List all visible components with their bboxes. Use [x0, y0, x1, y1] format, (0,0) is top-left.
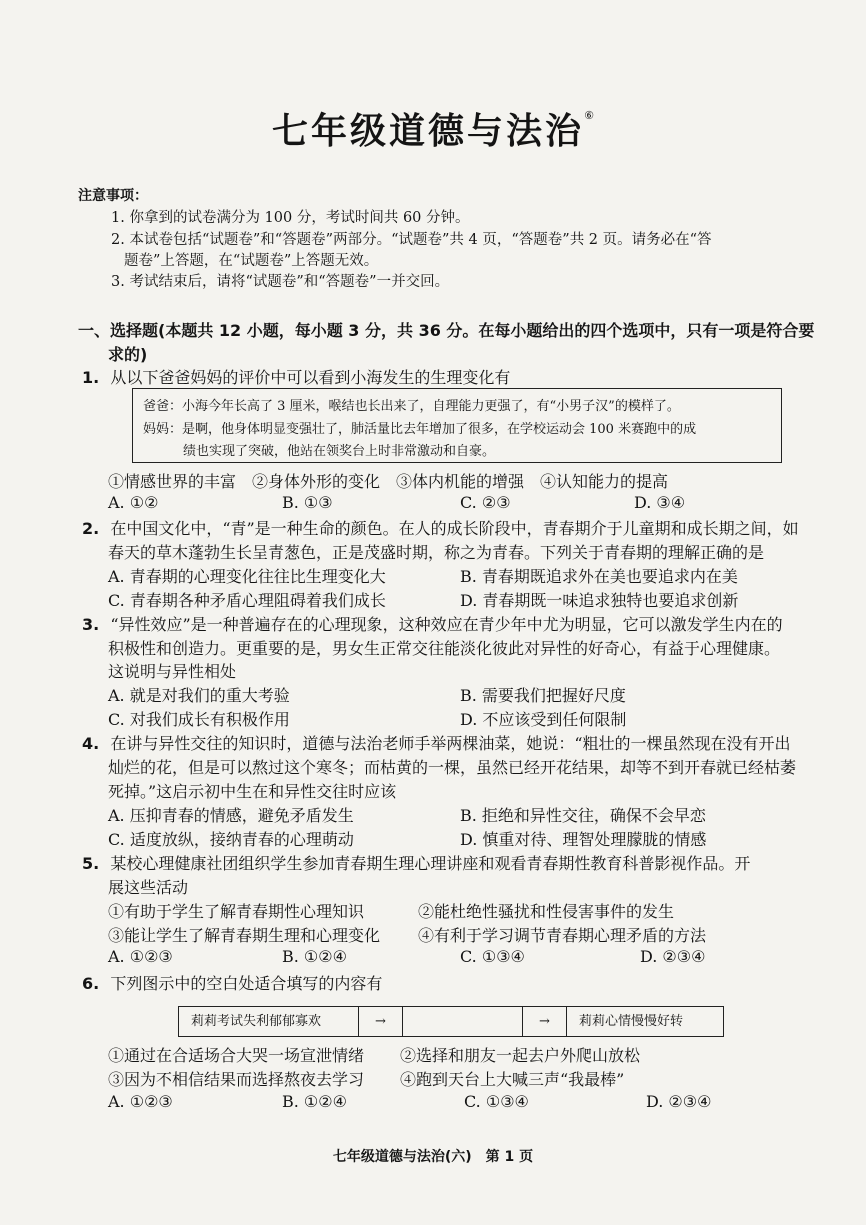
option-a[interactable]: A. 就是对我们的重大考验	[108, 686, 290, 705]
question-number: 1.	[82, 368, 100, 387]
option-a[interactable]: A. ①②③	[108, 947, 173, 966]
option-d[interactable]: D. ②③④	[640, 947, 706, 966]
question-item: ②能杜绝性骚扰和性侵害事件的发生	[418, 902, 675, 921]
question-stem: 展这些活动	[108, 878, 189, 897]
option-d[interactable]: D. ②③④	[646, 1092, 712, 1111]
question-6	[82, 971, 382, 994]
option-c[interactable]: C. ②③	[460, 493, 511, 512]
question-stem: 灿烂的花，但是可以熬过这个寒冬；而枯黄的一棵，虽然已经开花结果，却等不到开春就已经枯萎	[108, 758, 797, 777]
option-d[interactable]: D. ③④	[634, 493, 686, 512]
question-item: ①通过在合适场合大哭一场宣泄情绪	[108, 1046, 365, 1065]
question-3	[82, 612, 783, 635]
option-a[interactable]: A. 压抑青春的情感，避免矛盾发生	[108, 806, 354, 825]
question-stem: 积极性和创造力。更重要的是，男女生正常交往能淡化彼此对异性的好奇心，有益于心理健康。	[108, 639, 781, 658]
option-b[interactable]: B. ①②④	[282, 1092, 347, 1111]
option-b[interactable]: B. 需要我们把握好尺度	[460, 686, 626, 705]
page-title: 七年级道德与法治⑥	[272, 109, 594, 152]
arrow-icon: →	[523, 1007, 567, 1036]
question-stem: 某校心理健康社团组织学生参加青春期生理心理讲座和观看青春期性教育科普影视作品。开	[110, 854, 751, 873]
question-5	[82, 851, 750, 874]
question-number: 5.	[82, 854, 100, 873]
question-item: ④有利于学习调节青春期心理矛盾的方法	[418, 926, 707, 945]
notes-item: 1. 你拿到的试卷满分为 100 分，考试时间共 60 分钟。	[111, 210, 470, 226]
question-number: 4.	[82, 734, 100, 753]
question-stem: 这说明与异性相处	[108, 662, 237, 681]
question-item: ③能让学生了解青春期生理和心理变化	[108, 926, 381, 945]
question-stem: 在讲与异性交往的知识时，道德与法治老师手举两棵油菜，她说：“粗壮的一棵虽然现在没有开出	[110, 734, 791, 753]
quote-line: 妈妈：是啊，他身体明显变强壮了，肺活量比去年增加了很多，在学校运动会 100 米赛跑中的成	[143, 422, 697, 437]
question-number: 3.	[82, 615, 100, 634]
question-stem: 春天的草木蓬勃生长呈青葱色，正是茂盛时期，称之为青春。下列关于青春期的理解正确的是	[108, 543, 765, 562]
option-b[interactable]: B. ①③	[282, 493, 333, 512]
option-a[interactable]: A. ①②③	[108, 1092, 173, 1111]
question-stem: 下列图示中的空白处适合填写的内容有	[110, 974, 383, 993]
question-item: ②选择和朋友一起去户外爬山放松	[400, 1046, 641, 1065]
question-item: ①有助于学生了解青春期性心理知识	[108, 902, 365, 921]
question-stem: 从以下爸爸妈妈的评价中可以看到小海发生的生理变化有	[110, 368, 511, 387]
flow-blank	[403, 1007, 523, 1036]
notes-item: 2. 本试卷包括“试题卷”和“答题卷”两部分。“试题卷”共 4 页，“答题卷”共 2 页。请务必在“答	[111, 232, 712, 248]
section-heading: 一、选择题(本题共 12 小题，每小题 3 分，共 36 分。在每小题给出的四个选项中，只有一项是符合要	[78, 321, 815, 340]
option-d[interactable]: D. 青春期既一味追求独特也要追求创新	[460, 591, 739, 610]
flow-end: 莉莉心情慢慢好转	[579, 1014, 684, 1029]
question-items: ①情感世界的丰富 ②身体外形的变化 ③体内机能的增强 ④认知能力的提高	[108, 472, 669, 491]
section-heading: 求的)	[108, 345, 148, 364]
option-d[interactable]: D. 不应该受到任何限制	[460, 710, 627, 729]
option-c[interactable]: C. 青春期各种矛盾心理阻碍着我们成长	[108, 591, 386, 610]
question-4	[82, 731, 791, 754]
option-a[interactable]: A. ①②	[108, 493, 159, 512]
question-2	[82, 516, 799, 539]
option-b[interactable]: B. ①②④	[282, 947, 347, 966]
question-stem: 在中国文化中，“青”是一种生命的颜色。在人的成长阶段中，青春期介于儿童期和成长期之间，如	[110, 519, 799, 538]
page-footer: 七年级道德与法治(六) 第 1 页	[332, 1149, 534, 1165]
question-stem: “异性效应”是一种普遍存在的心理现象，这种效应在青少年中尤为明显，它可以激发学生内在的	[110, 615, 783, 634]
option-b[interactable]: B. 青春期既追求外在美也要追求内在美	[460, 567, 738, 586]
option-a[interactable]: A. 青春期的心理变化往往比生理变化大	[108, 567, 386, 586]
question-item: ④跑到天台上大喊三声“我最棒”	[400, 1070, 625, 1089]
option-c[interactable]: C. ①③④	[460, 947, 525, 966]
question-stem: 死掉。”这启示初中生在和异性交往时应该	[108, 782, 397, 801]
question-1	[82, 365, 510, 388]
option-c[interactable]: C. 对我们成长有积极作用	[108, 710, 290, 729]
edition-mark: ⑥	[584, 109, 594, 122]
notes-item: 3. 考试结束后，请将“试题卷”和“答题卷”一并交回。	[111, 274, 450, 290]
flow-diagram	[178, 1006, 724, 1037]
question-number: 2.	[82, 519, 100, 538]
quote-box	[132, 388, 782, 463]
notes-heading: 注意事项：	[78, 188, 148, 204]
option-b[interactable]: B. 拒绝和异性交往，确保不会早恋	[460, 806, 706, 825]
option-c[interactable]: C. 适度放纵，接纳青春的心理萌动	[108, 830, 354, 849]
option-d[interactable]: D. 慎重对待、理智处理朦胧的情感	[460, 830, 707, 849]
flow-start: 莉莉考试失利郁郁寡欢	[179, 1007, 359, 1036]
quote-line: 爸爸：小海今年长高了 3 厘米，喉结也长出来了，自理能力更强了，有“小男子汉”的模样了。	[143, 399, 680, 414]
arrow-icon: →	[359, 1007, 403, 1036]
option-c[interactable]: C. ①③④	[464, 1092, 529, 1111]
quote-line: 绩也实现了突破，他站在领奖台上时非常激动和自豪。	[183, 444, 496, 459]
question-number: 6.	[82, 974, 100, 993]
notes-item: 题卷”上答题，在“试题卷”上答题无效。	[124, 253, 379, 269]
question-item: ③因为不相信结果而选择熬夜去学习	[108, 1070, 365, 1089]
